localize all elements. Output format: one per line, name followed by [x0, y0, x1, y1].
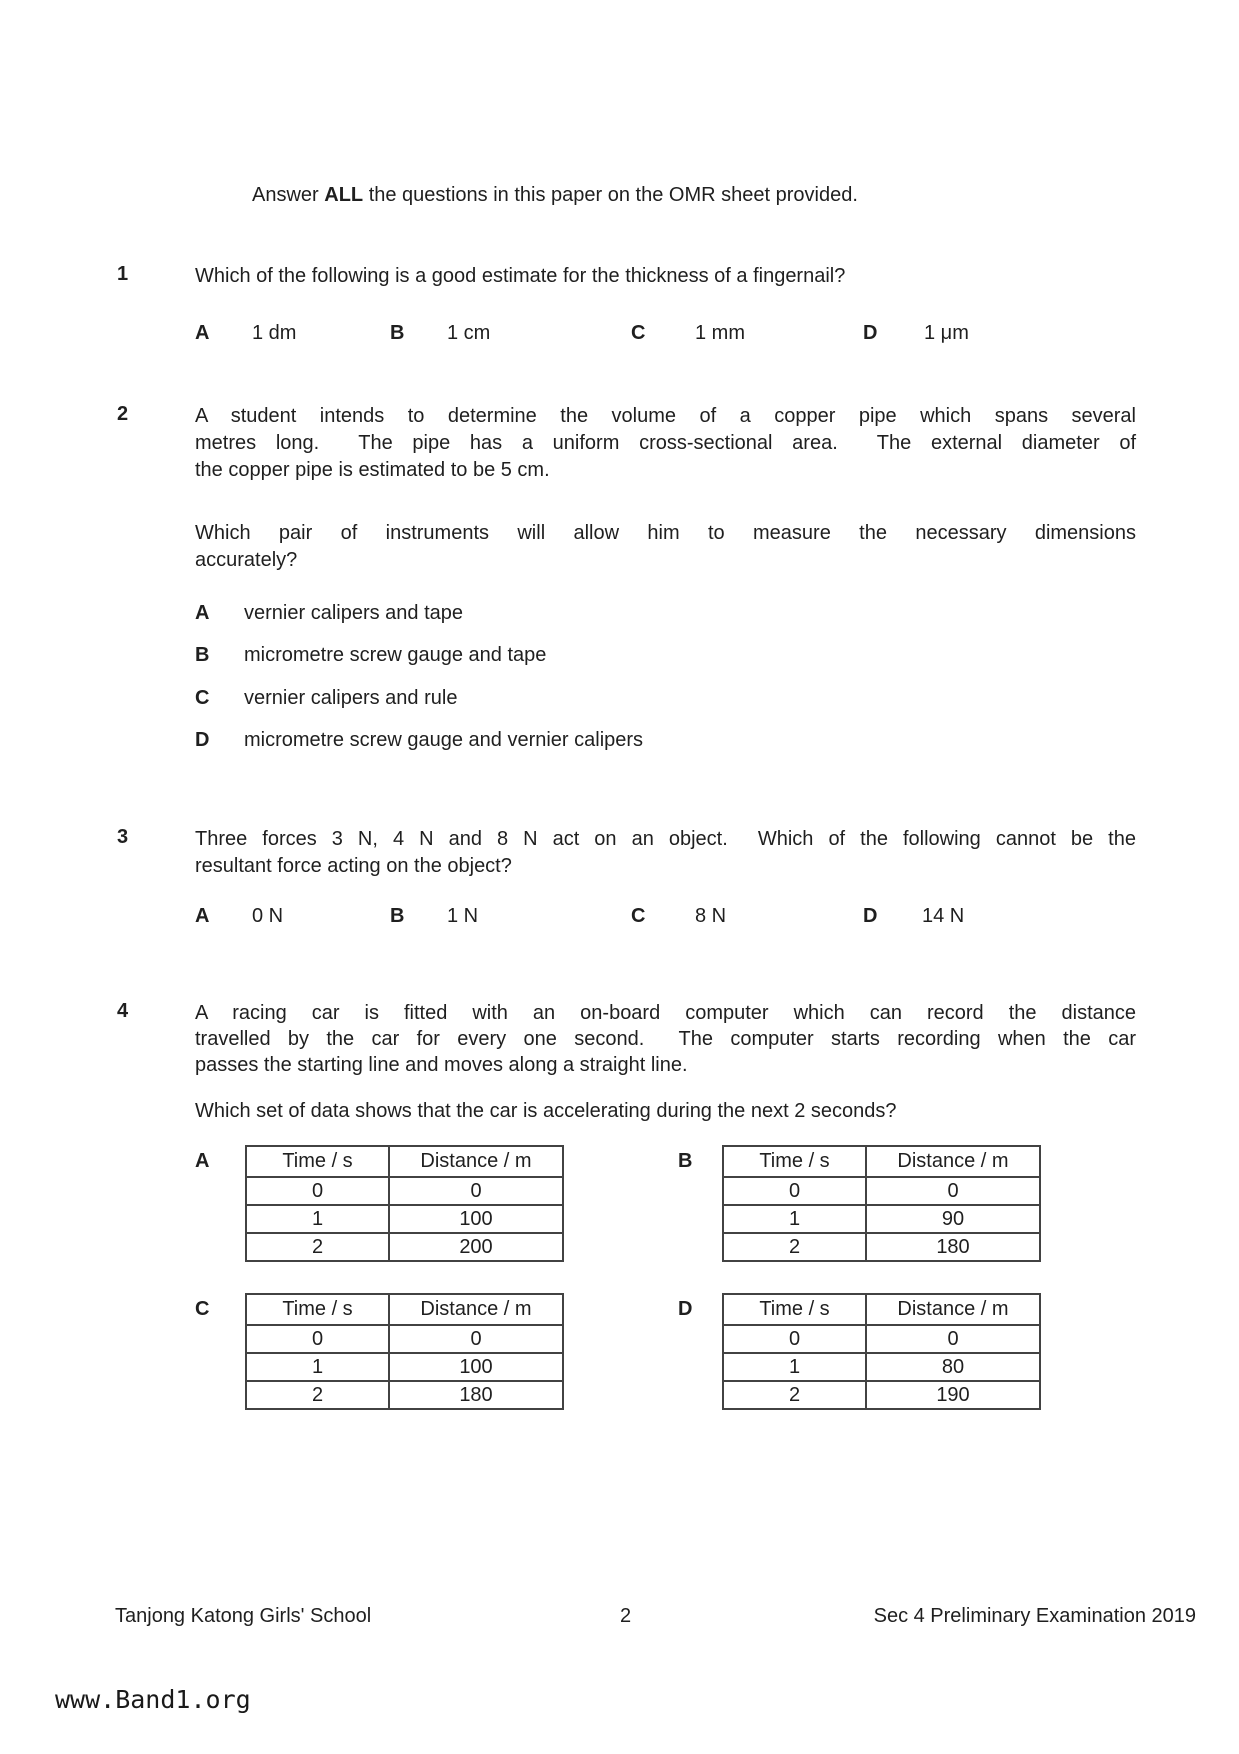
instruction-suffix: the questions in this paper on the OMR sheet provided. [363, 184, 858, 206]
q2-option-a-text: vernier calipers and tape [244, 602, 464, 624]
table-c-header-time: Time / s [246, 1294, 389, 1325]
table-cell: 0 [246, 1177, 389, 1205]
table-cell: 2 [723, 1381, 866, 1409]
table-cell: 190 [866, 1381, 1040, 1409]
table-a [245, 1145, 564, 1262]
question-1-line: Which of the following is a good estimate for the thickness of a fingernail? [195, 265, 846, 287]
q2-option-d-letter: D [195, 729, 210, 751]
q2-option-d-text: micrometre screw gauge and vernier calipers [244, 729, 644, 751]
question-4-number: 4 [117, 1000, 129, 1022]
q2-p1-line3: the copper pipe is estimated to be 5 cm. [195, 459, 550, 481]
q2-option-d [0, 729, 1239, 753]
q1-option-b-letter: B [390, 322, 405, 344]
q3-option-d-letter: D [863, 905, 878, 927]
q2-option-a [0, 602, 1239, 626]
table-c-header-distance: Distance / m [389, 1294, 563, 1325]
q2-option-a-letter: A [195, 602, 210, 624]
table-cell: 0 [866, 1177, 1040, 1205]
table-b [722, 1145, 1041, 1262]
table-a-header-time: Time / s [246, 1146, 389, 1177]
q3-option-c-letter: C [631, 905, 646, 927]
table-cell: 2 [246, 1233, 389, 1261]
table-cell: 90 [866, 1205, 1040, 1233]
table-cell: 1 [246, 1353, 389, 1381]
table-d [722, 1293, 1041, 1410]
table-c [245, 1293, 564, 1410]
q3-line2: resultant force acting on the object? [195, 855, 512, 877]
table-cell: 0 [723, 1325, 866, 1353]
table-cell: 2 [723, 1233, 866, 1261]
table-cell: 0 [246, 1325, 389, 1353]
q3-option-b-letter: B [390, 905, 405, 927]
q2-option-c [0, 687, 1239, 711]
question-1-options [0, 322, 1239, 346]
q1-option-b-value: 1 cm [447, 322, 491, 344]
q3-option-d-value: 14 N [922, 905, 965, 927]
q3-option-c-value: 8 N [695, 905, 727, 927]
footer-school-name: Tanjong Katong Girls' School [115, 1605, 372, 1627]
table-cell: 0 [866, 1325, 1040, 1353]
table-cell: 2 [246, 1381, 389, 1409]
footer-page-number: 2 [620, 1605, 632, 1627]
q3-option-a-value: 0 N [252, 905, 284, 927]
question-3-number: 3 [117, 826, 129, 848]
instruction-line [252, 184, 858, 207]
table-cell: 1 [246, 1205, 389, 1233]
q2-option-c-text: vernier calipers and rule [244, 687, 458, 709]
q4-p1-line2: travelled by the car for every one second. The computer starts recording when the car [195, 1028, 1136, 1050]
question-2-paragraph-1 [195, 403, 1136, 484]
table-d-header-time: Time / s [723, 1294, 866, 1325]
table-c-label: C [195, 1298, 210, 1320]
table-b-header-distance: Distance / m [866, 1146, 1040, 1177]
table-cell: 180 [389, 1381, 563, 1409]
q4-p1-line3: passes the starting line and moves along a straight line. [195, 1054, 688, 1076]
table-cell: 1 [723, 1205, 866, 1233]
table-cell: 0 [389, 1325, 563, 1353]
q3-option-a-letter: A [195, 905, 210, 927]
instruction-prefix: Answer [252, 184, 325, 206]
question-2-number: 2 [117, 403, 129, 425]
q2-p1-line2: metres long. The pipe has a uniform cross-sectional area. The external diameter of [195, 432, 1136, 454]
table-a-label: A [195, 1150, 210, 1172]
q2-option-b-text: micrometre screw gauge and tape [244, 644, 547, 666]
q1-option-c-value: 1 mm [695, 322, 745, 344]
table-cell: 1 [723, 1353, 866, 1381]
q3-option-b-value: 1 N [447, 905, 479, 927]
table-d-header-distance: Distance / m [866, 1294, 1040, 1325]
q2-option-b [0, 644, 1239, 668]
q2-p2-line1: Which pair of instruments will allow him to measure the necessary dimensions [195, 522, 1136, 544]
q2-option-b-letter: B [195, 644, 210, 666]
q1-option-c-letter: C [631, 322, 646, 344]
table-a-header-distance: Distance / m [389, 1146, 563, 1177]
footer-exam-title: Sec 4 Preliminary Examination 2019 [873, 1605, 1196, 1627]
table-b-header-time: Time / s [723, 1146, 866, 1177]
question-1-text [195, 263, 1136, 290]
table-b-label: B [678, 1150, 693, 1172]
question-4-paragraph-1 [195, 1000, 1136, 1078]
table-d-label: D [678, 1298, 693, 1320]
table-cell: 100 [389, 1205, 563, 1233]
question-3-options [0, 905, 1239, 929]
q1-option-a-value: 1 dm [252, 322, 297, 344]
question-2-paragraph-2 [195, 520, 1136, 574]
table-cell: 100 [389, 1353, 563, 1381]
q1-option-d-value: 1 μm [924, 322, 969, 344]
q2-p1-line1: A student intends to determine the volume of a copper pipe which spans several [195, 405, 1136, 427]
q3-line1: Three forces 3 N, 4 N and 8 N act on an object. Which of the following cannot be the [195, 828, 1136, 850]
q1-option-d-letter: D [863, 322, 878, 344]
table-cell: 200 [389, 1233, 563, 1261]
question-3-text [195, 826, 1136, 880]
q2-option-c-letter: C [195, 687, 210, 709]
q2-p2-line2: accurately? [195, 549, 298, 571]
q4-p2-line: Which set of data shows that the car is accelerating during the next 2 seconds? [195, 1100, 897, 1122]
question-4-paragraph-2 [195, 1098, 1136, 1124]
table-cell: 80 [866, 1353, 1040, 1381]
table-cell: 180 [866, 1233, 1040, 1261]
watermark-url: www.Band1.org [55, 1685, 251, 1714]
question-1-number: 1 [117, 263, 129, 285]
q4-p1-line1: A racing car is fitted with an on-board computer which can record the distance [195, 1002, 1136, 1024]
table-cell: 0 [389, 1177, 563, 1205]
table-cell: 0 [723, 1177, 866, 1205]
instruction-bold-all: ALL [324, 184, 364, 206]
q1-option-a-letter: A [195, 322, 210, 344]
